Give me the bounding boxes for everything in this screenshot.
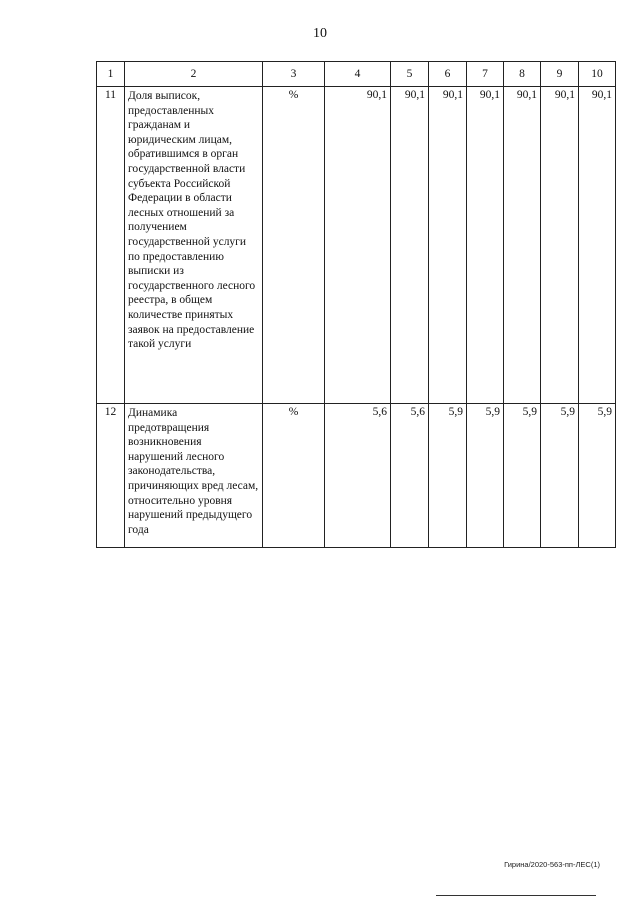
- indicator-name: Доля выписок, предоставленных гражданам и юридическим лицам, обратившимся в орган государственной власти субъекта Российской Федерации в области лесных отношений за получением государственной услуги по предоставлению выписки из государственного лесного реестра, в общем количестве принятых заявок на предоставление такой услуги: [125, 87, 263, 404]
- value-cell: 5,9: [541, 404, 579, 548]
- column-header: 3: [263, 62, 325, 87]
- value-cell: 90,1: [391, 87, 429, 404]
- column-header: 4: [325, 62, 391, 87]
- table-header-row: [97, 62, 616, 87]
- unit-cell: %: [263, 404, 325, 548]
- row-number: 12: [97, 404, 125, 548]
- unit-cell: %: [263, 87, 325, 404]
- value-cell: 90,1: [467, 87, 504, 404]
- column-header: 6: [429, 62, 467, 87]
- column-header: 2: [125, 62, 263, 87]
- table-row: [97, 404, 616, 548]
- indicators-table: [96, 61, 616, 548]
- value-cell: 90,1: [504, 87, 541, 404]
- value-cell: 5,9: [579, 404, 616, 548]
- column-header: 10: [579, 62, 616, 87]
- column-header: 9: [541, 62, 579, 87]
- value-cell: 90,1: [541, 87, 579, 404]
- column-header: 1: [97, 62, 125, 87]
- table-row: [97, 87, 616, 404]
- value-cell: 90,1: [429, 87, 467, 404]
- column-header: 7: [467, 62, 504, 87]
- signature-line: [436, 895, 596, 896]
- value-cell: 5,9: [504, 404, 541, 548]
- value-cell: 90,1: [579, 87, 616, 404]
- document-reference: Гирина/2020-563-пп-ЛЕС(1): [504, 860, 600, 869]
- row-number: 11: [97, 87, 125, 404]
- value-cell: 5,9: [467, 404, 504, 548]
- column-header: 5: [391, 62, 429, 87]
- value-cell: 5,6: [391, 404, 429, 548]
- column-header: 8: [504, 62, 541, 87]
- page-number: 10: [313, 26, 327, 41]
- indicator-name: Динамика предотвращения возникновения нарушений лесного законодательства, причиняющих вред лесам, относительно уровня нарушений предыдущего года: [125, 404, 263, 548]
- value-cell: 90,1: [325, 87, 391, 404]
- value-cell: 5,9: [429, 404, 467, 548]
- value-cell: 5,6: [325, 404, 391, 548]
